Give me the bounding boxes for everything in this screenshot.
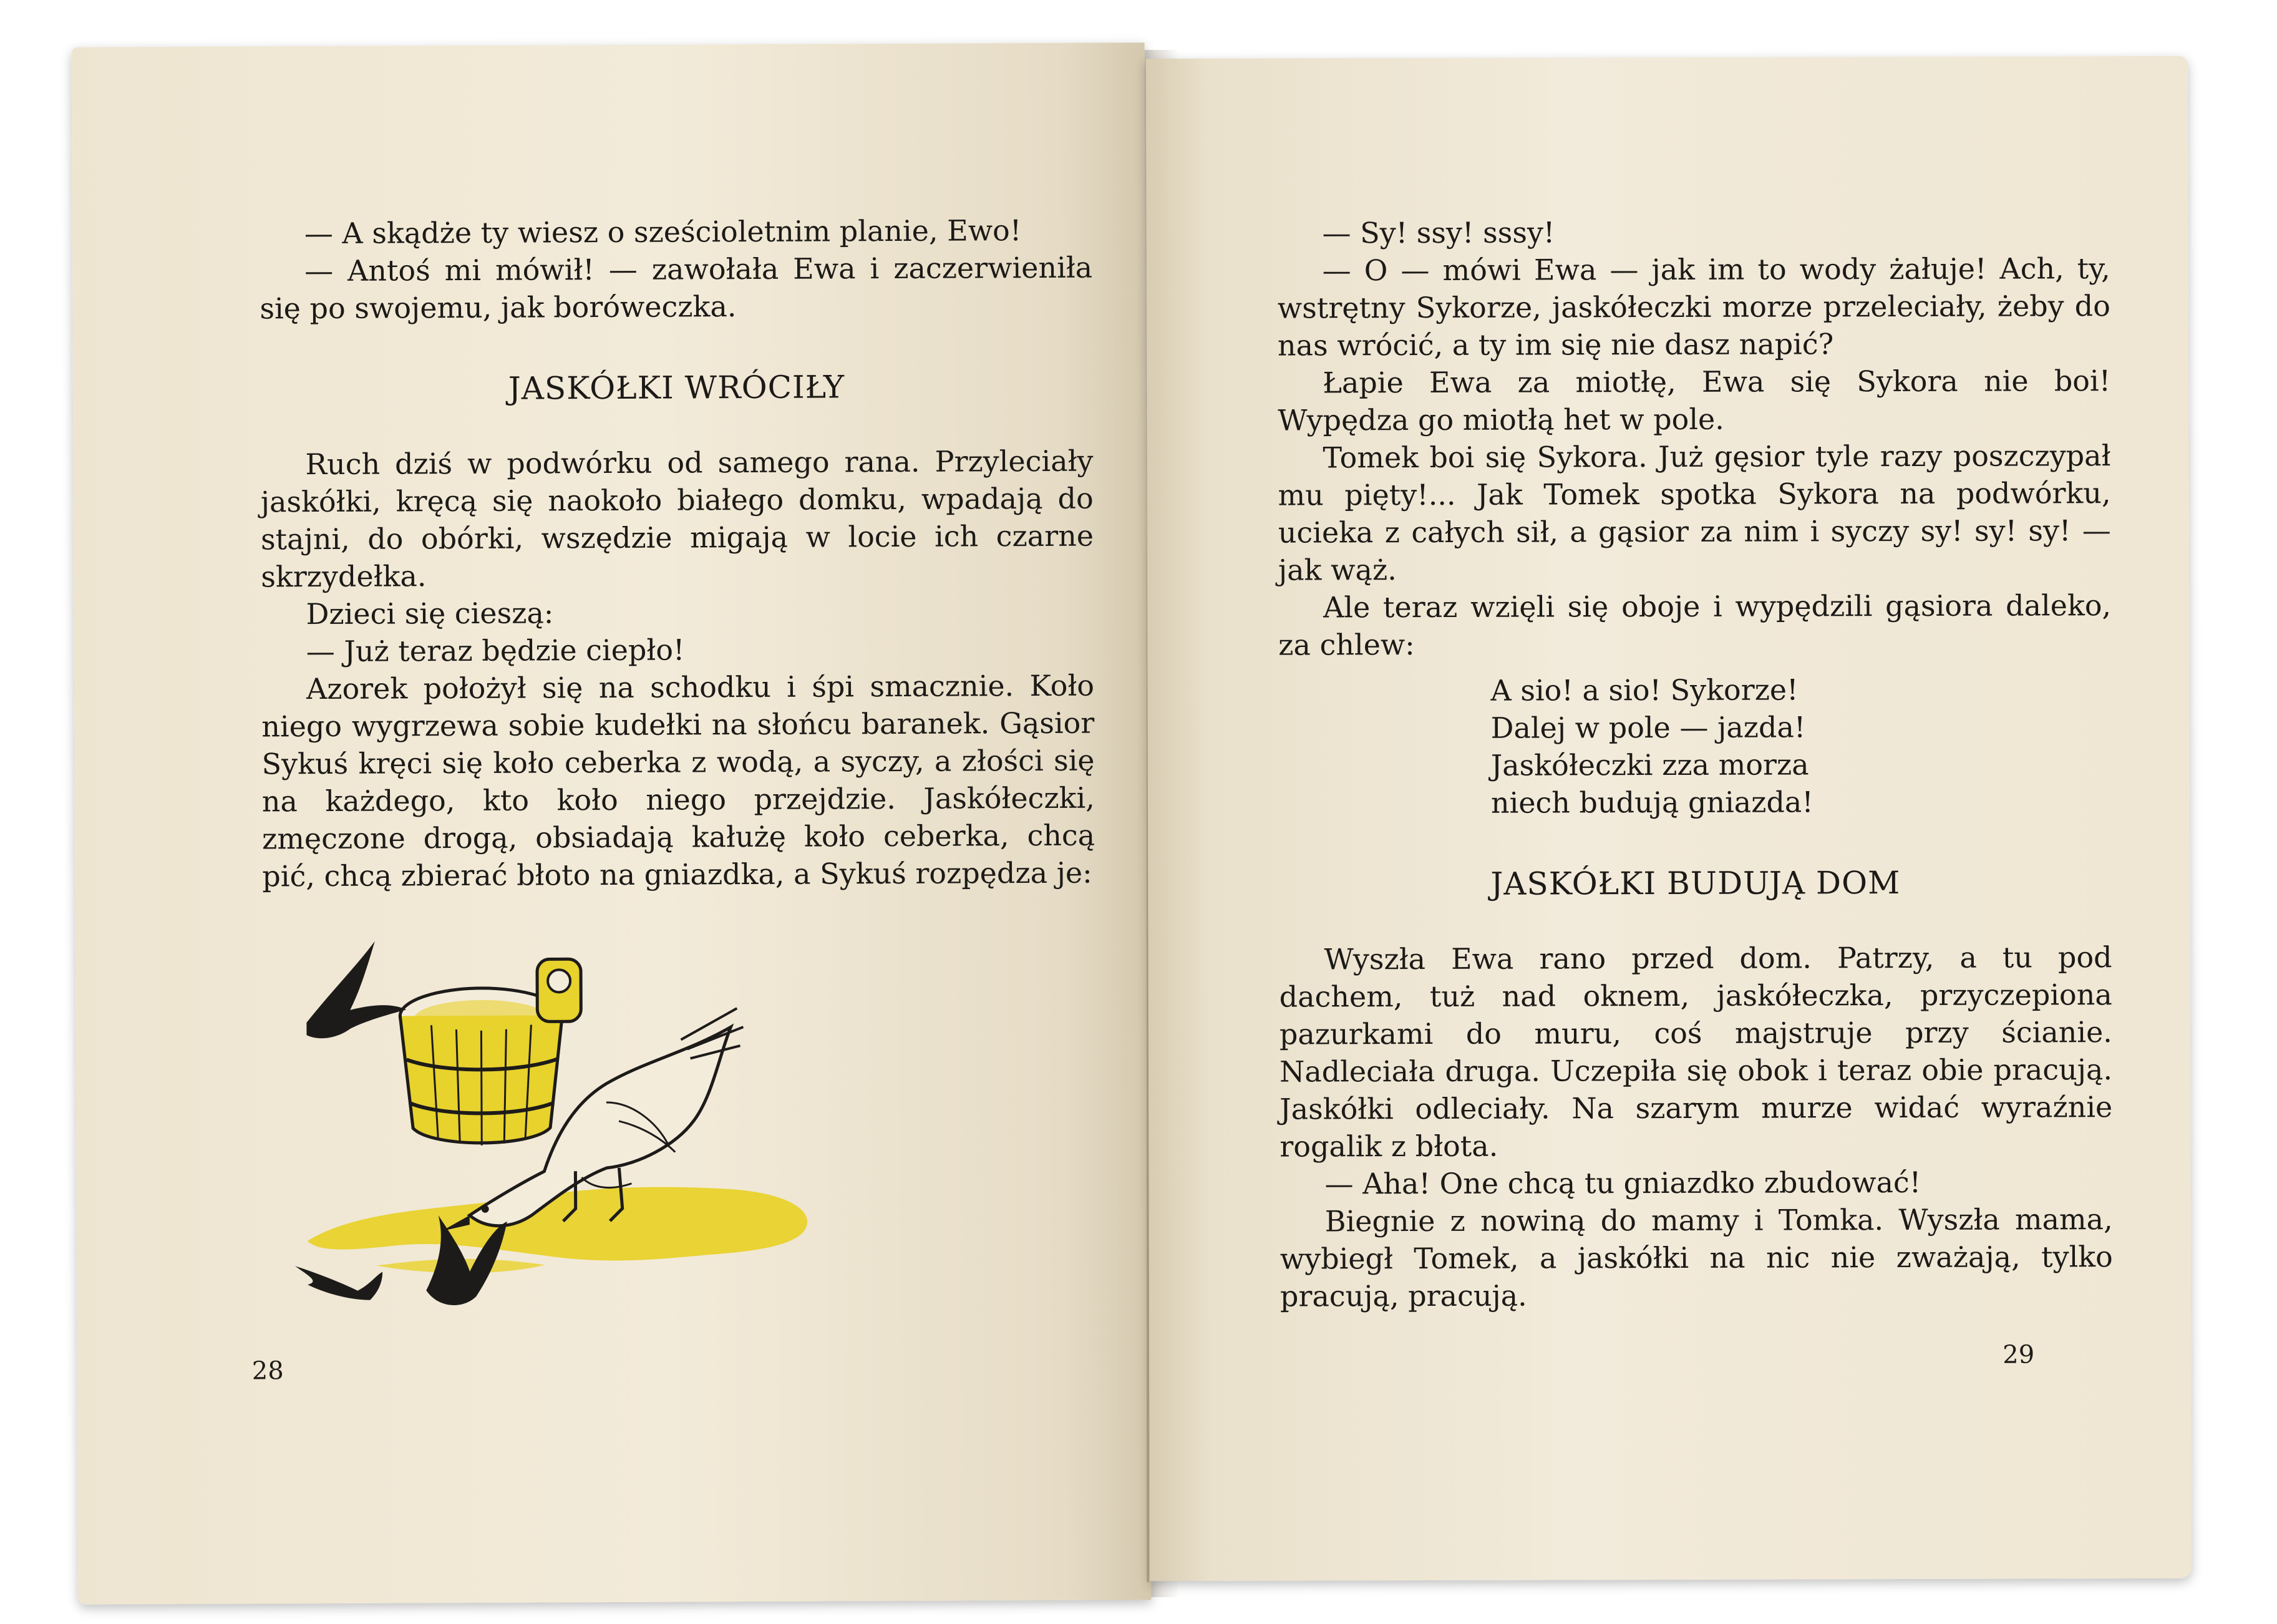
paragraph: Ale teraz wzięli się oboje i wypędzili gąsiora daleko, za chlew:	[1278, 588, 2112, 662]
paragraph: — Już teraz będzie ciepło!	[306, 633, 685, 669]
left-page	[72, 42, 1152, 1604]
paragraph: Tomek boi się Sykora. Już gęsior tyle razy poszczypał mu pięty!... Jak Tomek spotka Sykora na podwórku, ucieka z całych sił, a gąsior za nim i syczy sy! sy! sy! — jak wąż.	[1278, 439, 2111, 587]
swallow-icon	[306, 941, 407, 1038]
bucket-icon	[400, 959, 581, 1145]
poem-line: Jaskółeczki zza morza	[1490, 747, 1809, 782]
paragraph: Ruch dziś w podwórku od samego rana. Przyleciały jaskółki, kręcą się naokoło białego domku, wpadają do stajni, do obórki, wszędzie migają w locie ich czarne skrzydełka.	[260, 444, 1094, 594]
paragraph: Łapie Ewa za miotłę, Ewa się Sykora nie boi! Wypędza go miotłą het w pole.	[1278, 364, 2111, 437]
right-page-text	[1277, 212, 2113, 1315]
poem-line: A sio! a sio! Sykorze!	[1490, 673, 1799, 707]
swallows-goose-illustration	[281, 915, 820, 1354]
chapter-heading-right: JASKÓŁKI BUDUJĄ DOM	[1490, 865, 1901, 902]
paragraph: Wyszła Ewa rano przed dom. Patrzy, a tu pod dachem, tuż nad oknem, jaskółeczka, przyczepiona pazurkami do muru, coś majstruje przy ścianie. Nadleciała druga. Uczepiła się obok i teraz obie pracują. Jaskółki odleciały. Na szarym murze widać wyraźnie rogalik z błota.	[1279, 940, 2113, 1164]
chapter-heading-left: JASKÓŁKI WRÓCIŁY	[508, 369, 845, 407]
page-number-left: 28	[251, 1356, 284, 1386]
swallow-icon	[295, 1266, 382, 1301]
paragraph: — O — mówi Ewa — jak im to wody żałuje! Ach, ty, wstrętny Sykorze, jaskółeczki morze przeleciały, żeby do nas wrócić, a ty im się nie dasz napić?	[1277, 251, 2110, 362]
right-page	[1146, 56, 2192, 1581]
intro-line-1: — A skądże ty wiesz o sześcioletnim planie, Ewo!	[304, 213, 1022, 251]
poem-line: niech budują gniazda!	[1490, 785, 1813, 820]
page-number-right: 29	[2003, 1340, 2035, 1369]
paragraph: Azorek położył się na schodku i śpi smacznie. Koło niego wygrzewa sobie kudełki na słońcu baranek. Gąsior Sykuś kręci się koło ceberka z wodą, a syczy, a złości się na każdego, kto koło niego przejdzie. Jaskółeczki, zmęczone drogą, obsiadają kałużę koło ceberka, chcą pić, chcą zbierać błoto na gniazdka, a Sykuś rozpędza je:	[261, 668, 1095, 893]
paragraph: Dzieci się cieszą:	[306, 596, 554, 631]
intro-line-2: — Antoś mi mówił! — zawołała Ewa i zaczerwieniła się po swojemu, jak boróweczka.	[260, 250, 1093, 326]
paragraph: — Aha! One chcą tu gniazdko zbudować!	[1324, 1165, 1921, 1201]
poem	[1490, 670, 2112, 822]
paragraph: Biegnie z nowiną do mamy i Tomka. Wyszła mama, wybiegł Tomek, a jaskółki na nic nie zważają, tylko pracują, pracują.	[1279, 1202, 2113, 1313]
poem-line: Dalej w pole — jazda!	[1490, 710, 1806, 745]
paragraph: — Sy! ssy! sssy!	[1322, 215, 1555, 250]
left-page-text	[260, 212, 1095, 895]
